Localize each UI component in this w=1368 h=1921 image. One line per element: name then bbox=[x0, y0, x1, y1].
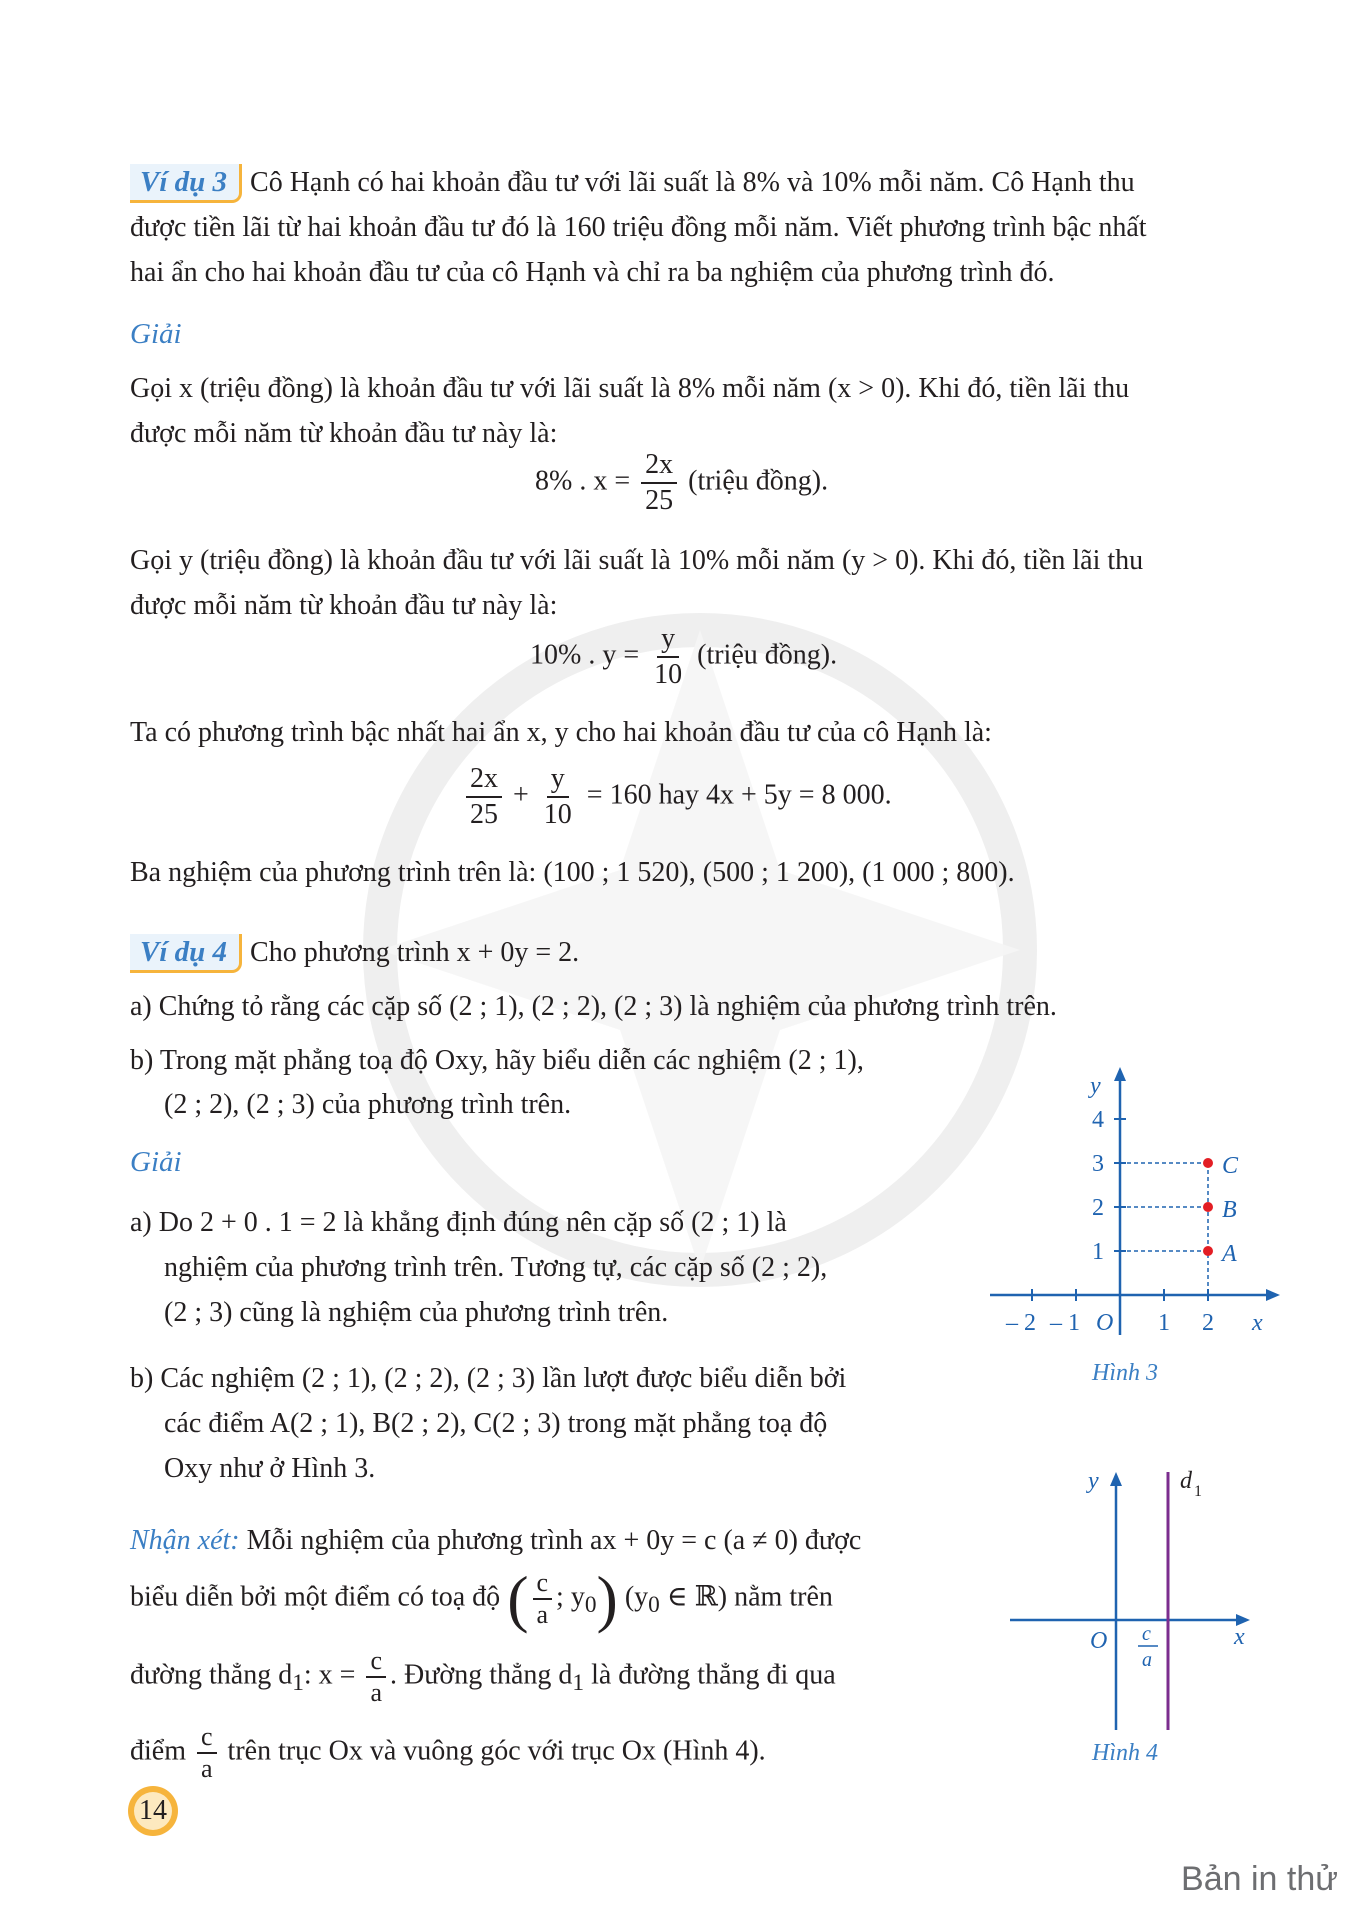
equation-2: 10% . y = $\frac{y}{10}$ (triệu đồng). bbox=[530, 623, 838, 690]
x-tick-m2: – 2 bbox=[1006, 1310, 1036, 1336]
example-4-label: Ví dụ 4 bbox=[130, 934, 242, 973]
equation-3: $\frac{2x}{25}$ + $\frac{y}{10}$ = 160 hay 4x + 5y = 8 000. bbox=[462, 762, 892, 832]
ex3-para4: Ba nghiệm của phương trình trên là: (100 ; 1 520), (500 ; 1 200), (1 000 ; 800). bbox=[130, 857, 1015, 888]
ex3-para2b: được mỗi năm từ khoản đầu tư này là: bbox=[130, 590, 558, 621]
page-number: 14 bbox=[134, 1792, 172, 1830]
ex3-para1a: Gọi x (triệu đồng) là khoản đầu tư với lãi suất là 8% mỗi năm (x > 0). Khi đó, tiền lãi thu bbox=[130, 373, 1130, 404]
solution-label-3: Giải bbox=[130, 318, 182, 350]
example-3-line2: được tiền lãi từ hai khoản đầu tư đó là 160 triệu đồng mỗi năm. Viết phương trình bậc nhất bbox=[130, 212, 1147, 243]
ex3-para3: Ta có phương trình bậc nhất hai ẩn x, y cho hai khoản đầu tư của cô Hạnh là: bbox=[130, 717, 992, 748]
y-tick-3: 3 bbox=[1092, 1151, 1104, 1177]
x-axis-label: x bbox=[1252, 1310, 1263, 1336]
example-3-label: Ví dụ 3 bbox=[130, 164, 242, 203]
example-3-line3: hai ẩn cho hai khoản đầu tư của cô Hạnh và chỉ ra ba nghiệm của phương trình đó. bbox=[130, 257, 1055, 288]
point-c bbox=[1203, 1158, 1213, 1168]
ex3-para2a: Gọi y (triệu đồng) là khoản đầu tư với lãi suất là 10% mỗi năm (y > 0). Khi đó, tiền lãi thu bbox=[130, 545, 1144, 576]
solution-label-4: Giải bbox=[130, 1146, 182, 1178]
ex4-sol-a1: a) Do 2 + 0 . 1 = 2 là khẳng định đúng nên cặp số (2 ; 1) là bbox=[130, 1207, 787, 1238]
point-b bbox=[1203, 1202, 1213, 1212]
remark-line1: Mỗi nghiệm của phương trình ax + 0y = c (a ≠ 0) được bbox=[246, 1525, 862, 1556]
remark-line2: biểu diễn bởi một điểm có toạ độ ( $\frac{c}{a}$ ; $y_0$) ($y_0$ ∈ ℝ) nằm trên bbox=[130, 1563, 833, 1634]
origin-label: O bbox=[1096, 1310, 1114, 1336]
example-3-line1: Cô Hạnh có hai khoản đầu tư với lãi suất là 8% và 10% mỗi năm. Cô Hạnh thu bbox=[250, 167, 1135, 198]
tick-c: c bbox=[1142, 1623, 1151, 1645]
ex3-para1b: được mỗi năm từ khoản đầu tư này là: bbox=[130, 418, 558, 449]
proof-watermark-text: Bản in thử bbox=[1181, 1860, 1338, 1898]
x-tick-1: 1 bbox=[1158, 1310, 1170, 1336]
y-axis-arrow bbox=[1110, 1472, 1122, 1486]
equation-1: 8% . x = $\frac{2x}{25}$ (triệu đồng). bbox=[535, 449, 829, 516]
example-4-intro: Cho phương trình x + 0y = 2. bbox=[250, 937, 580, 968]
x-tick-m1: – 1 bbox=[1050, 1310, 1080, 1336]
point-a-label: A bbox=[1222, 1241, 1237, 1267]
remark-line4: điểm $\frac{c}{a}$ trên trục Ox và vuông góc với trục Ox (Hình 4). bbox=[130, 1722, 766, 1783]
point-c-label: C bbox=[1222, 1153, 1239, 1179]
y-tick-1: 1 bbox=[1092, 1239, 1104, 1265]
figure-4-graph bbox=[1000, 1460, 1280, 1740]
figure-3-graph bbox=[980, 1055, 1300, 1345]
y-axis-arrow bbox=[1114, 1067, 1126, 1081]
tick-a: a bbox=[1142, 1649, 1152, 1671]
x-tick-2: 2 bbox=[1202, 1310, 1214, 1336]
ex4-sol-a3: (2 ; 3) cũng là nghiệm của phương trình trên. bbox=[164, 1297, 669, 1328]
point-b-label: B bbox=[1222, 1197, 1237, 1223]
y-tick-2: 2 bbox=[1092, 1195, 1104, 1221]
ex4-sol-b3: Oxy như ở Hình 3. bbox=[164, 1453, 376, 1484]
point-a bbox=[1203, 1246, 1213, 1256]
origin-label: O bbox=[1090, 1628, 1108, 1654]
figure-3-caption: Hình 3 bbox=[1092, 1360, 1158, 1386]
y-axis-label: y bbox=[1090, 1073, 1101, 1099]
y-tick-4: 4 bbox=[1092, 1107, 1104, 1133]
line-d1-subscript: 1 bbox=[1194, 1483, 1202, 1500]
x-axis-arrow bbox=[1266, 1289, 1280, 1301]
page-number-badge bbox=[128, 1786, 178, 1836]
remark-label: Nhận xét: bbox=[130, 1525, 240, 1556]
ex4-sol-b1: b) Các nghiệm (2 ; 1), (2 ; 2), (2 ; 3) lần lượt được biểu diễn bởi bbox=[130, 1363, 847, 1394]
line-d1-label: d bbox=[1180, 1468, 1192, 1494]
ex4-sol-b2: các điểm A(2 ; 1), B(2 ; 2), C(2 ; 3) trong mặt phẳng toạ độ bbox=[164, 1408, 828, 1439]
y-axis-label: y bbox=[1088, 1468, 1099, 1494]
ex4-sol-a2: nghiệm của phương trình trên. Tương tự, các cặp số (2 ; 2), bbox=[164, 1252, 828, 1283]
figure-4-caption: Hình 4 bbox=[1092, 1740, 1158, 1766]
example-4-question-a: a) Chứng tỏ rằng các cặp số (2 ; 1), (2 ; 2), (2 ; 3) là nghiệm của phương trình trên. bbox=[130, 991, 1057, 1022]
remark-line3: đường thẳng $d_1$: x = $\frac{c}{a}$ . Đường thẳng $d_1$ là đường thẳng đi qua bbox=[130, 1646, 836, 1707]
example-4-question-b2: (2 ; 2), (2 ; 3) của phương trình trên. bbox=[164, 1089, 572, 1120]
example-4-question-b1: b) Trong mặt phẳng toạ độ Oxy, hãy biểu diễn các nghiệm (2 ; 1), bbox=[130, 1045, 864, 1076]
x-axis-label: x bbox=[1234, 1624, 1245, 1650]
